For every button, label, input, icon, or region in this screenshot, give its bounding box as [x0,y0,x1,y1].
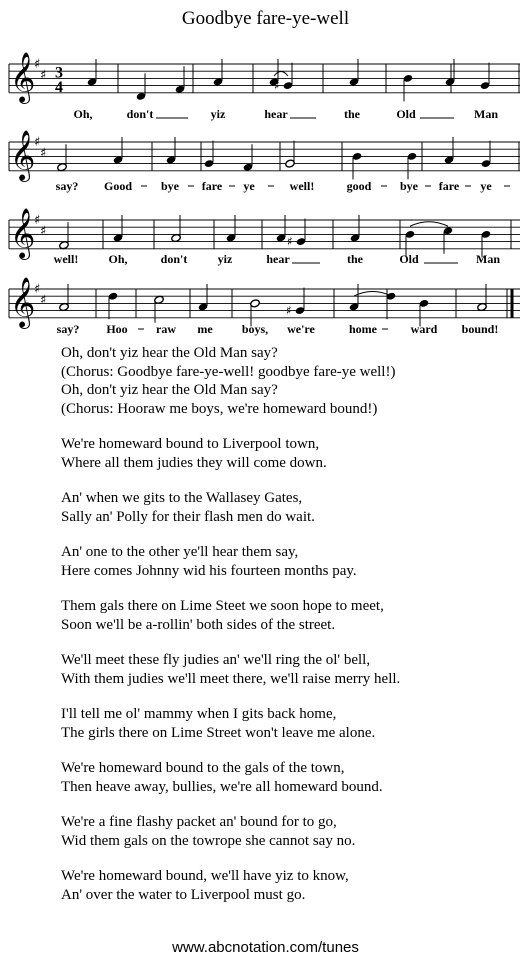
footer-url[interactable]: www.abcnotation.com/tunes [172,939,359,956]
note [136,73,146,101]
note [286,288,305,318]
note [113,137,123,165]
note [59,222,69,250]
lyric-syllable: the [347,252,363,266]
verse-line: I'll tell me ol' mammy when I gits back home, [61,706,337,722]
note [276,215,286,243]
stanza [61,344,521,418]
lyric-syllable: hear [264,107,288,121]
sharp-accidental-icon: ♯ [286,303,292,318]
tie-slur [354,291,391,296]
sheet-music-score [0,0,531,340]
verse-line: Sally an' Polly for their flash men do wait. [61,508,315,525]
lyric-syllable: Man [476,252,500,266]
treble-clef-icon: 𝄞 [10,208,36,259]
tie-slur [274,72,288,77]
verse-line: The girls there on Lime Street won't leave me alone. [61,724,376,741]
verse-line: We're homeward bound to Liverpool town, [61,436,320,452]
verse-line: We're a fine flashy packet an' bound for to go, [61,814,337,830]
lyric-syllable: the [344,107,360,121]
note [444,137,454,165]
stanza [61,435,521,472]
time-signature-bottom: 4 [55,78,63,96]
verse-line: An' when we gits to the Wallasey Gates, [61,490,303,506]
stanza [61,543,521,580]
time-signature-top: 3 [55,64,63,82]
note [285,141,295,169]
note [480,63,490,91]
sharp-icon: ♯ [40,67,47,83]
note [166,137,176,165]
lyric-syllable: Hoo [106,322,128,336]
note [352,152,362,180]
lyrics-verses [61,344,521,921]
sharp-icon: ♯ [34,213,41,228]
note [445,59,455,87]
lyric-syllable: hear [266,252,290,266]
lyric-syllable: me [197,322,213,336]
lyric-syllable: ward [410,322,438,336]
lyric-syllable: fare [438,179,460,193]
note [287,219,306,249]
lyric-syllable: Good [103,179,133,193]
note [477,284,487,312]
music-system [9,278,520,336]
lyric-syllable: Old [399,252,419,266]
lyric-syllable: Oh, [73,107,93,121]
note [481,141,491,169]
stanza [61,705,521,742]
note [113,215,123,243]
sharp-icon: ♯ [40,223,47,239]
verse-line: An' one to the other ye'll hear them say, [61,544,299,560]
sharp-icon: ♯ [40,292,47,308]
treble-clef-icon: 𝄞 [10,277,36,328]
sharp-accidental-icon: ♯ [274,78,280,93]
lyric-syllable: well! [53,252,79,266]
lyric-syllable: bye [400,179,418,193]
lyric-syllable: yiz [217,252,233,266]
tune-title: Goodbye fare-ye-well [181,8,350,29]
note [407,152,417,180]
music-system [9,131,520,193]
note [226,215,236,243]
lyric-syllable: home [349,322,377,336]
lyric-syllable: bound! [461,322,499,336]
note [350,215,360,243]
note [154,295,164,323]
tie-slur [410,222,448,227]
lyric-syllable: Man [474,107,498,121]
lyric-syllable: raw [156,322,176,336]
note [443,226,453,254]
stanza [61,651,521,688]
note [213,59,223,87]
note [204,141,214,169]
sharp-icon: ♯ [40,145,47,161]
sharp-icon: ♯ [34,282,41,297]
lyric-syllable: bye [161,179,179,193]
lyric-syllable: don't [160,252,188,266]
lyric-syllable: well! [289,179,315,193]
note [175,66,185,94]
verse-line: We're homeward bound to the gals of the town, [61,760,345,776]
note [349,284,359,312]
lyric-syllable: say? [55,179,79,193]
verse-line: Wid them gals on the towrope she cannot say no. [61,832,356,849]
verse-line: Soon we'll be a-rollin' both sides of the street. [61,616,336,633]
note [349,59,359,87]
sharp-accidental-icon: ♯ [287,234,293,249]
note [274,63,293,93]
verse-line: Here comes Johnny wid his fourteen months pay. [61,562,357,579]
lyric-syllable: boys, [241,322,269,336]
verse-line: Oh, don't yiz hear the Old Man say? [61,345,278,361]
verse-line: Oh, don't yiz hear the Old Man say? [61,382,278,398]
music-system [9,53,520,121]
note [59,284,69,312]
verse-line: Where all them judies they will come down. [61,454,327,471]
verse-line: An' over the water to Liverpool must go. [61,886,306,903]
note [243,144,253,172]
stanza [61,867,521,904]
lyric-syllable: we're [287,322,315,336]
stanza [61,597,521,634]
verse-line: (Chorus: Goodbye fare-ye-well! goodbye fare-ye well!) [61,363,396,380]
treble-clef-icon: 𝄞 [10,130,36,181]
sharp-icon: ♯ [34,57,41,72]
lyric-syllable: good [346,179,372,193]
note [403,74,413,102]
note [87,59,97,87]
stanza [61,489,521,526]
note [108,292,118,320]
lyric-syllable: fare [201,179,223,193]
note [171,215,181,243]
verse-line: With them judies we'll meet there, we'll raise merry hell. [61,670,401,687]
lyric-syllable: ye [480,179,492,193]
treble-clef-icon: 𝄞 [10,52,36,103]
verse-line: We're homeward bound, we'll have yiz to know, [61,868,349,884]
note [198,284,208,312]
sharp-icon: ♯ [34,135,41,150]
verse-line: Then heave away, bullies, we're all homeward bound. [61,778,383,795]
verse-line: (Chorus: Hooraw me boys, we're homeward bound!) [61,400,378,417]
stanza [61,813,521,850]
lyric-syllable: ye [243,179,255,193]
note [57,144,67,172]
lyric-syllable: Oh, [108,252,128,266]
lyric-syllable: say? [56,322,80,336]
music-system [9,209,520,266]
verse-line: We'll meet these fly judies an' we'll ring the ol' bell, [61,652,371,668]
lyric-syllable: yiz [210,107,226,121]
stanza [61,759,521,796]
verse-line: Them gals there on Lime Steet we soon hope to meet, [61,598,384,614]
lyric-syllable: don't [126,107,154,121]
lyric-syllable: Old [396,107,416,121]
